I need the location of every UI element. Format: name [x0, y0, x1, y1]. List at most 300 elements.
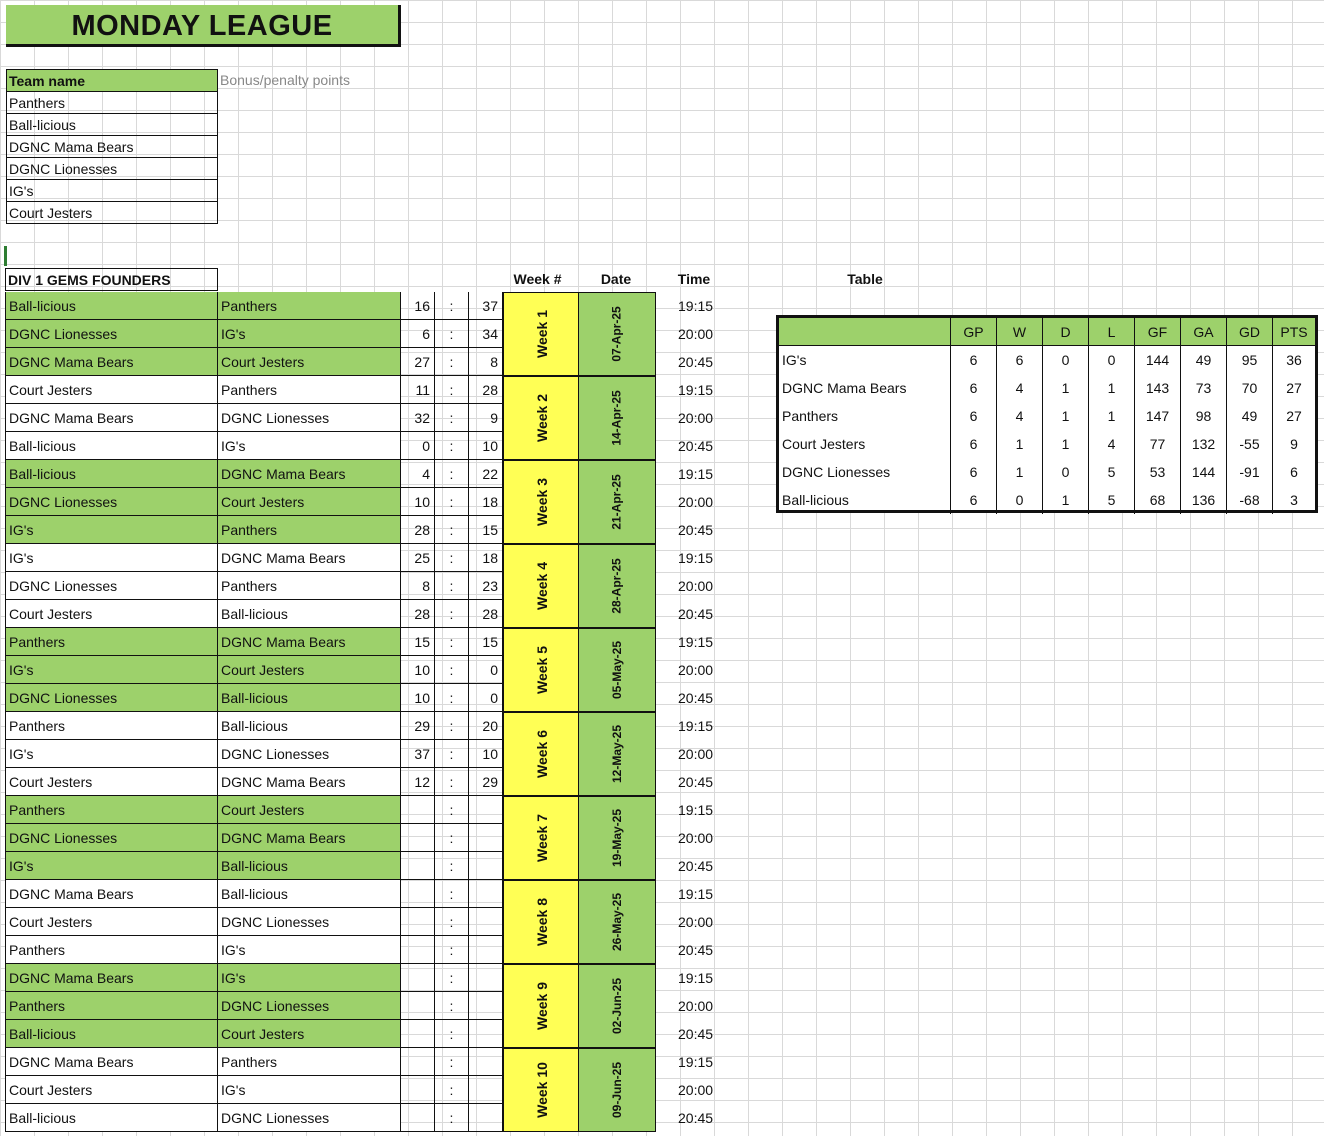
fixture-time[interactable]: 20:45	[678, 774, 714, 790]
week-label: Week 10	[533, 1062, 550, 1118]
week-label-cell[interactable]	[503, 796, 580, 880]
fixture-home-score[interactable]	[401, 1104, 435, 1132]
fixture-away-score[interactable]: 28	[469, 376, 503, 404]
team-list-item[interactable]: Panthers	[6, 92, 218, 114]
fixture-time[interactable]: 20:00	[678, 998, 714, 1014]
standings-value[interactable]: 144	[1135, 346, 1181, 374]
division-header[interactable]: DIV 1 GEMS FOUNDERS	[5, 268, 218, 291]
week-date-cell[interactable]	[578, 460, 656, 544]
standings-value[interactable]: 0	[997, 486, 1043, 514]
week-date-cell[interactable]	[578, 292, 656, 376]
standings-value[interactable]: 53	[1135, 458, 1181, 486]
standings-value[interactable]: 6	[951, 458, 997, 486]
fixture-score-separator[interactable]: :	[435, 404, 469, 432]
fixture-away-score[interactable]: 18	[469, 544, 503, 572]
standings-value[interactable]: 6	[951, 346, 997, 374]
fixture-home-team[interactable]: DGNC Lionesses	[5, 572, 218, 600]
week-date-cell[interactable]	[578, 376, 656, 460]
fixture-home-team[interactable]: Panthers	[5, 628, 218, 656]
week-date-cell[interactable]	[578, 544, 656, 628]
fixture-score-separator[interactable]: :	[435, 1048, 469, 1076]
fixture-away-score[interactable]: 10	[469, 432, 503, 460]
fixture-score-separator[interactable]: :	[435, 544, 469, 572]
fixture-score-separator[interactable]: :	[435, 656, 469, 684]
fixture-home-score[interactable]	[401, 852, 435, 880]
fixture-home-team[interactable]: IG's	[5, 852, 218, 880]
fixture-home-score[interactable]	[401, 796, 435, 824]
fixture-score-separator[interactable]: :	[435, 516, 469, 544]
standings-column-header[interactable]: D	[1043, 318, 1089, 346]
standings-team-header[interactable]	[779, 318, 951, 346]
standings-value[interactable]: 73	[1181, 374, 1227, 402]
standings-column-header[interactable]: L	[1089, 318, 1135, 346]
standings-value[interactable]: 144	[1181, 458, 1227, 486]
fixture-score-separator[interactable]: :	[435, 292, 469, 320]
fixture-time[interactable]: 19:15	[678, 466, 714, 482]
fixture-home-team[interactable]: Ball-licious	[5, 1104, 218, 1132]
fixture-away-team[interactable]: Panthers	[218, 376, 401, 404]
fixture-away-team[interactable]: DGNC Mama Bears	[218, 824, 401, 852]
fixture-away-score[interactable]: 34	[469, 320, 503, 348]
fixture-away-team[interactable]: Court Jesters	[218, 656, 401, 684]
fixture-away-team[interactable]: Court Jesters	[218, 348, 401, 376]
fixture-score-separator[interactable]: :	[435, 712, 469, 740]
fixture-home-score[interactable]	[401, 1048, 435, 1076]
fixture-home-score[interactable]: 32	[401, 404, 435, 432]
standings-table	[776, 315, 1318, 513]
standings-column-header[interactable]: W	[997, 318, 1043, 346]
fixture-home-team[interactable]: DGNC Lionesses	[5, 824, 218, 852]
standings-value[interactable]: 0	[1043, 346, 1089, 374]
fixture-home-team[interactable]: Panthers	[5, 796, 218, 824]
week-label: Week 7	[533, 814, 550, 862]
fixture-away-score[interactable]: 29	[469, 768, 503, 796]
fixture-time[interactable]: 19:15	[678, 298, 714, 314]
standings-value[interactable]: 5	[1089, 458, 1135, 486]
fixture-home-team[interactable]: Ball-licious	[5, 292, 218, 320]
standings-value[interactable]: 6	[1290, 464, 1298, 480]
fixture-home-team[interactable]: Ball-licious	[5, 432, 218, 460]
fixture-away-team[interactable]: DGNC Lionesses	[218, 908, 401, 936]
week-date: 26-May-25	[610, 892, 624, 952]
standings-value[interactable]: -68	[1227, 486, 1273, 514]
standings-value[interactable]: 27	[1286, 408, 1302, 424]
team-list-item[interactable]: DGNC Mama Bears	[6, 136, 218, 158]
fixture-score-separator[interactable]: :	[435, 1076, 469, 1104]
standings-value[interactable]: 1	[1089, 402, 1135, 430]
fixture-score-separator[interactable]: :	[435, 1020, 469, 1048]
standings-value[interactable]: -91	[1227, 458, 1273, 486]
fixture-score-separator[interactable]: :	[435, 376, 469, 404]
fixture-time[interactable]: 19:15	[678, 970, 714, 986]
standings-value[interactable]: 27	[1286, 380, 1302, 396]
fixture-away-score[interactable]	[469, 1076, 503, 1104]
standings-value[interactable]: 1	[1043, 374, 1089, 402]
fixtures-grid	[5, 292, 735, 1132]
fixture-home-score[interactable]	[401, 936, 435, 964]
fixture-score-separator[interactable]: :	[435, 964, 469, 992]
standings-team[interactable]: IG's	[779, 346, 951, 374]
fixture-away-team[interactable]: DGNC Mama Bears	[218, 544, 401, 572]
fixture-home-score[interactable]: 28	[401, 516, 435, 544]
team-list-item[interactable]: IG's	[6, 180, 218, 202]
standings-value[interactable]: 9	[1290, 436, 1298, 452]
fixture-score-separator[interactable]: :	[435, 572, 469, 600]
fixture-home-score[interactable]: 12	[401, 768, 435, 796]
standings-team[interactable]: Court Jesters	[779, 430, 951, 458]
time-header[interactable]: Time	[677, 271, 711, 287]
standings-value[interactable]: 5	[1089, 486, 1135, 514]
standings-value[interactable]: 1	[1043, 486, 1089, 514]
week-label-cell[interactable]	[503, 376, 580, 460]
fixture-home-team[interactable]: DGNC Lionesses	[5, 320, 218, 348]
team-list-item[interactable]: Court Jesters	[6, 202, 218, 224]
standings-value[interactable]: 147	[1135, 402, 1181, 430]
fixture-time[interactable]: 19:15	[678, 382, 714, 398]
fixture-time[interactable]: 20:45	[678, 690, 714, 706]
fixture-home-team[interactable]: IG's	[5, 516, 218, 544]
fixture-home-team[interactable]: Court Jesters	[5, 376, 218, 404]
standings-value[interactable]: 6	[951, 374, 997, 402]
fixture-away-team[interactable]: DGNC Mama Bears	[218, 628, 401, 656]
fixture-home-team[interactable]: Court Jesters	[5, 908, 218, 936]
fixture-home-team[interactable]: DGNC Mama Bears	[5, 404, 218, 432]
fixture-away-team[interactable]: DGNC Lionesses	[218, 992, 401, 1020]
fixture-time[interactable]: 20:45	[678, 858, 714, 874]
fixture-home-score[interactable]: 16	[401, 292, 435, 320]
fixture-time[interactable]: 20:00	[678, 914, 714, 930]
fixture-time[interactable]: 20:00	[678, 662, 714, 678]
week-header[interactable]: Week #	[513, 271, 562, 287]
fixture-time[interactable]: 19:15	[678, 1054, 714, 1070]
week-label-cell[interactable]	[503, 964, 580, 1048]
fixture-home-score[interactable]	[401, 992, 435, 1020]
fixture-home-score[interactable]	[401, 908, 435, 936]
fixture-home-team[interactable]: Court Jesters	[5, 600, 218, 628]
fixture-away-score[interactable]: 0	[469, 656, 503, 684]
fixture-home-score[interactable]: 37	[401, 740, 435, 768]
week-date: 09-Jun-25	[610, 1061, 624, 1119]
fixture-home-team[interactable]: Panthers	[5, 936, 218, 964]
standings-value[interactable]: 49	[1227, 402, 1273, 430]
fixture-home-score[interactable]: 29	[401, 712, 435, 740]
bonus-points-header[interactable]: Bonus/penalty points	[220, 72, 350, 88]
standings-row	[779, 458, 1315, 486]
standings-value[interactable]: 6	[951, 430, 997, 458]
week-date-cell[interactable]	[578, 628, 656, 712]
week-date: 05-May-25	[610, 640, 624, 700]
fixture-home-score[interactable]: 6	[401, 320, 435, 348]
fixture-time[interactable]: 19:15	[678, 802, 714, 818]
standings-team[interactable]: Ball-licious	[779, 486, 951, 514]
fixture-home-team[interactable]: IG's	[5, 740, 218, 768]
fixture-home-score[interactable]: 27	[401, 348, 435, 376]
fixture-home-score[interactable]: 4	[401, 460, 435, 488]
fixture-away-team[interactable]: IG's	[218, 432, 401, 460]
fixture-home-team[interactable]: Ball-licious	[5, 460, 218, 488]
fixture-away-team[interactable]: Ball-licious	[218, 600, 401, 628]
fixture-away-score[interactable]: 9	[469, 404, 503, 432]
week-date: 02-Jun-25	[610, 977, 624, 1035]
fixture-away-team[interactable]: IG's	[218, 964, 401, 992]
fixture-time[interactable]: 20:45	[678, 606, 714, 622]
fixture-away-team[interactable]: Ball-licious	[218, 684, 401, 712]
standings-value[interactable]: 136	[1181, 486, 1227, 514]
standings-column-header[interactable]: GP	[951, 318, 997, 346]
week-date-cell[interactable]	[578, 964, 656, 1048]
week-date: 19-May-25	[610, 808, 624, 868]
fixture-time[interactable]: 20:00	[678, 746, 714, 762]
fixture-score-separator[interactable]: :	[435, 740, 469, 768]
fixture-away-score[interactable]: 8	[469, 348, 503, 376]
week-date: 12-May-25	[610, 724, 624, 784]
standings-team[interactable]: Panthers	[779, 402, 951, 430]
fixture-home-score[interactable]: 28	[401, 600, 435, 628]
fixture-away-score[interactable]	[469, 880, 503, 908]
standings-value[interactable]: 49	[1181, 346, 1227, 374]
fixture-away-team[interactable]: Panthers	[218, 516, 401, 544]
standings-value[interactable]: 4	[997, 402, 1043, 430]
week-label: Week 1	[533, 310, 550, 358]
fixture-score-separator[interactable]: :	[435, 348, 469, 376]
standings-column-header[interactable]: GF	[1135, 318, 1181, 346]
fixture-score-separator[interactable]: :	[435, 320, 469, 348]
standings-value[interactable]: 98	[1181, 402, 1227, 430]
fixture-score-separator[interactable]: :	[435, 796, 469, 824]
week-label-cell[interactable]	[503, 712, 580, 796]
fixture-time[interactable]: 20:45	[678, 1026, 714, 1042]
fixture-time[interactable]: 20:00	[678, 1082, 714, 1098]
standings-value[interactable]: 1	[1089, 374, 1135, 402]
standings-row	[779, 374, 1315, 402]
fixture-away-score[interactable]	[469, 908, 503, 936]
fixture-home-team[interactable]: DGNC Mama Bears	[5, 1048, 218, 1076]
fixture-home-score[interactable]	[401, 824, 435, 852]
standings-value[interactable]: 4	[1089, 430, 1135, 458]
week-date-cell[interactable]	[578, 1048, 656, 1132]
week-date-cell[interactable]	[578, 796, 656, 880]
fixture-score-separator[interactable]: :	[435, 1104, 469, 1132]
week-date: 28-Apr-25	[609, 558, 624, 614]
fixture-time[interactable]: 20:00	[678, 578, 714, 594]
standings-value[interactable]: 0	[1043, 458, 1089, 486]
standings-column-header[interactable]: GD	[1227, 318, 1273, 346]
fixture-away-score[interactable]	[469, 852, 503, 880]
fixture-home-team[interactable]: Panthers	[5, 712, 218, 740]
team-list-item[interactable]: DGNC Lionesses	[6, 158, 218, 180]
standings-value[interactable]: 1	[997, 430, 1043, 458]
week-date: 07-Apr-25	[609, 306, 624, 362]
fixture-home-score[interactable]	[401, 880, 435, 908]
standings-value[interactable]: 0	[1089, 346, 1135, 374]
fixture-away-score[interactable]: 15	[469, 516, 503, 544]
standings-team[interactable]: DGNC Lionesses	[779, 458, 951, 486]
fixture-home-team[interactable]: DGNC Lionesses	[5, 684, 218, 712]
fixture-score-separator[interactable]: :	[435, 852, 469, 880]
fixture-score-separator[interactable]: :	[435, 824, 469, 852]
fixture-away-score[interactable]: 28	[469, 600, 503, 628]
fixture-away-score[interactable]: 15	[469, 628, 503, 656]
standings-value[interactable]: 95	[1227, 346, 1273, 374]
week-label: Week 8	[533, 898, 550, 946]
fixture-away-score[interactable]: 23	[469, 572, 503, 600]
fixture-score-separator[interactable]: :	[435, 460, 469, 488]
fixture-away-team[interactable]: DGNC Lionesses	[218, 740, 401, 768]
fixture-time[interactable]: 20:45	[678, 354, 714, 370]
fixture-score-separator[interactable]: :	[435, 684, 469, 712]
fixture-home-score[interactable]	[401, 1076, 435, 1104]
standings-value[interactable]: 132	[1181, 430, 1227, 458]
week-label: Week 4	[533, 562, 550, 610]
fixture-time[interactable]: 20:45	[678, 942, 714, 958]
fixture-away-score[interactable]: 20	[469, 712, 503, 740]
standings-value[interactable]: 3	[1290, 492, 1298, 508]
fixture-away-team[interactable]: DGNC Mama Bears	[218, 460, 401, 488]
fixture-away-score[interactable]	[469, 964, 503, 992]
fixture-away-team[interactable]: Ball-licious	[218, 712, 401, 740]
fixture-away-team[interactable]: Ball-licious	[218, 852, 401, 880]
table-header[interactable]: Table	[847, 271, 883, 287]
standings-value[interactable]: 143	[1135, 374, 1181, 402]
fixture-time[interactable]: 20:45	[678, 1110, 714, 1126]
league-title[interactable]: MONDAY LEAGUE	[6, 5, 401, 47]
standings-row	[779, 402, 1315, 430]
fixture-home-team[interactable]: IG's	[5, 544, 218, 572]
fixture-score-separator[interactable]: :	[435, 432, 469, 460]
week-label: Week 5	[533, 646, 550, 694]
fixture-home-score[interactable]: 25	[401, 544, 435, 572]
fixture-away-team[interactable]: Court Jesters	[218, 796, 401, 824]
standings-value[interactable]: 36	[1286, 352, 1302, 368]
fixture-away-team[interactable]: IG's	[218, 1076, 401, 1104]
standings-team[interactable]: DGNC Mama Bears	[779, 374, 951, 402]
fixture-away-team[interactable]: Ball-licious	[218, 880, 401, 908]
week-label-cell[interactable]	[503, 880, 580, 964]
fixture-home-team[interactable]: IG's	[5, 656, 218, 684]
fixture-score-separator[interactable]: :	[435, 768, 469, 796]
fixture-away-score[interactable]	[469, 992, 503, 1020]
week-label: Week 6	[533, 730, 550, 778]
fixture-home-score[interactable]: 10	[401, 684, 435, 712]
week-label-cell[interactable]	[503, 1048, 580, 1132]
fixture-time[interactable]: 20:45	[678, 522, 714, 538]
standings-value[interactable]: 6	[951, 402, 997, 430]
week-date-cell[interactable]	[578, 880, 656, 964]
fixture-away-team[interactable]: Court Jesters	[218, 488, 401, 516]
fixture-away-score[interactable]	[469, 1104, 503, 1132]
fixture-away-team[interactable]: IG's	[218, 936, 401, 964]
standings-value[interactable]: 68	[1135, 486, 1181, 514]
standings-column-header[interactable]: PTS	[1273, 318, 1315, 346]
fixture-score-separator[interactable]: :	[435, 880, 469, 908]
fixture-score-separator[interactable]: :	[435, 992, 469, 1020]
fixture-time[interactable]: 19:15	[678, 718, 714, 734]
week-label-cell[interactable]	[503, 460, 580, 544]
fixture-away-score[interactable]: 0	[469, 684, 503, 712]
fixture-home-score[interactable]	[401, 964, 435, 992]
fixture-away-score[interactable]	[469, 1020, 503, 1048]
team-list	[6, 92, 218, 224]
fixture-home-score[interactable]: 8	[401, 572, 435, 600]
fixture-home-score[interactable]: 10	[401, 488, 435, 516]
fixture-time[interactable]: 19:15	[678, 886, 714, 902]
fixture-home-team[interactable]: Court Jesters	[5, 1076, 218, 1104]
fixture-time[interactable]: 20:00	[678, 830, 714, 846]
fixture-time[interactable]: 20:00	[678, 410, 714, 426]
standings-value[interactable]: 1	[997, 458, 1043, 486]
standings-value[interactable]: 1	[1043, 430, 1089, 458]
fixture-home-score[interactable]	[401, 1020, 435, 1048]
team-name-header[interactable]: Team name	[6, 69, 218, 92]
fixture-away-score[interactable]: 37	[469, 292, 503, 320]
week-date-cell[interactable]	[578, 712, 656, 796]
fixture-away-score[interactable]	[469, 796, 503, 824]
fixture-away-score[interactable]: 18	[469, 488, 503, 516]
standings-value[interactable]: -55	[1227, 430, 1273, 458]
standings-value[interactable]: 6	[997, 346, 1043, 374]
week-label: Week 3	[533, 478, 550, 526]
standings-value[interactable]: 70	[1227, 374, 1273, 402]
fixture-away-team[interactable]: Panthers	[218, 1048, 401, 1076]
fixture-away-score[interactable]: 22	[469, 460, 503, 488]
fixture-home-team[interactable]: DGNC Mama Bears	[5, 964, 218, 992]
fixture-time[interactable]: 19:15	[678, 550, 714, 566]
week-label-cell[interactable]	[503, 544, 580, 628]
team-list-item[interactable]: Ball-licious	[6, 114, 218, 136]
fixture-score-separator[interactable]: :	[435, 600, 469, 628]
fixture-home-score[interactable]: 15	[401, 628, 435, 656]
fixture-away-score[interactable]	[469, 824, 503, 852]
date-header[interactable]: Date	[600, 271, 632, 287]
fixture-away-score[interactable]: 10	[469, 740, 503, 768]
fixture-home-score[interactable]: 0	[401, 432, 435, 460]
fixture-time[interactable]: 20:45	[678, 438, 714, 454]
fixture-away-score[interactable]	[469, 1048, 503, 1076]
fixture-time[interactable]: 19:15	[678, 634, 714, 650]
standings-value[interactable]: 1	[1043, 402, 1089, 430]
week-label-cell[interactable]	[503, 292, 580, 376]
fixture-away-team[interactable]: IG's	[218, 320, 401, 348]
standings-column-header[interactable]: GA	[1181, 318, 1227, 346]
standings-value[interactable]: 4	[997, 374, 1043, 402]
fixture-away-team[interactable]: Panthers	[218, 572, 401, 600]
fixture-home-score[interactable]: 11	[401, 376, 435, 404]
fixture-away-team[interactable]: Court Jesters	[218, 1020, 401, 1048]
standings-value[interactable]: 6	[951, 486, 997, 514]
fixture-away-team[interactable]: Panthers	[218, 292, 401, 320]
fixture-away-team[interactable]: DGNC Lionesses	[218, 1104, 401, 1132]
fixture-score-separator[interactable]: :	[435, 908, 469, 936]
fixture-home-team[interactable]: DGNC Mama Bears	[5, 880, 218, 908]
standings-value[interactable]: 77	[1135, 430, 1181, 458]
fixture-time[interactable]: 20:00	[678, 494, 714, 510]
fixture-score-separator[interactable]: :	[435, 488, 469, 516]
standings-header-row	[779, 318, 1315, 346]
fixture-away-team[interactable]: DGNC Mama Bears	[218, 768, 401, 796]
fixture-home-team[interactable]: Ball-licious	[5, 1020, 218, 1048]
fixture-time[interactable]: 20:00	[678, 326, 714, 342]
fixture-home-team[interactable]: Panthers	[5, 992, 218, 1020]
fixture-home-score[interactable]: 10	[401, 656, 435, 684]
fixture-away-score[interactable]	[469, 936, 503, 964]
week-label-cell[interactable]	[503, 628, 580, 712]
fixture-score-separator[interactable]: :	[435, 936, 469, 964]
fixture-home-team[interactable]: DGNC Lionesses	[5, 488, 218, 516]
fixture-away-team[interactable]: DGNC Lionesses	[218, 404, 401, 432]
fixture-home-team[interactable]: DGNC Mama Bears	[5, 348, 218, 376]
fixture-score-separator[interactable]: :	[435, 628, 469, 656]
fixture-home-team[interactable]: Court Jesters	[5, 768, 218, 796]
